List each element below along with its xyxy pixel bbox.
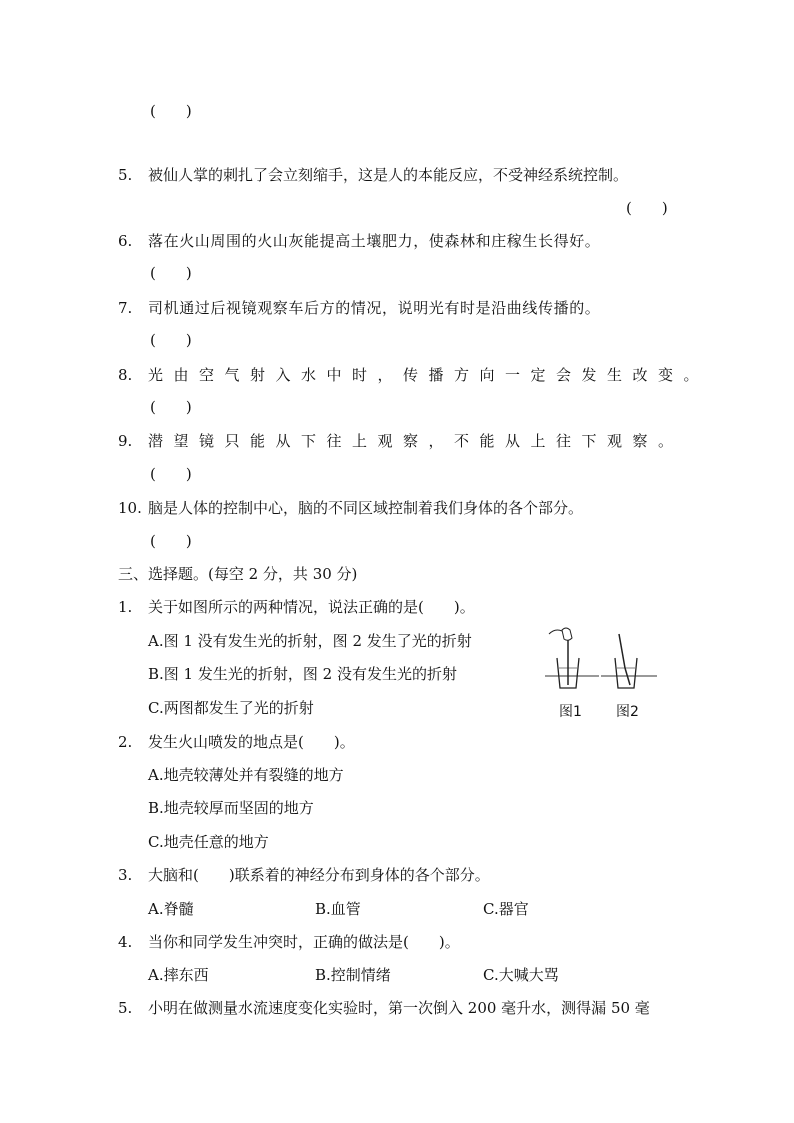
q4-option-a[interactable]: A.摔东西 bbox=[148, 966, 209, 984]
item-text: 被仙人掌的刺扎了会立刻缩手，这是人的本能反应，不受神经系统控制。 bbox=[148, 166, 629, 184]
q3-option-a[interactable]: A.脊髓 bbox=[148, 900, 194, 918]
item-number: 7. bbox=[118, 299, 133, 317]
answer-paren-10[interactable]: ( ) bbox=[150, 532, 192, 550]
figure-2-caption: 图2 bbox=[616, 704, 639, 720]
item-text: 司机通过后视镜观察车后方的情况，说明光有时是沿曲线传播的。 bbox=[148, 299, 601, 317]
item-text: 光由空气射入水中时，传播方向一定会发生改变。 bbox=[148, 366, 710, 384]
item-number: 9. bbox=[118, 432, 133, 450]
q3-option-b[interactable]: B.血管 bbox=[315, 900, 361, 918]
q4-option-b[interactable]: B.控制情绪 bbox=[315, 966, 391, 984]
q3-option-c[interactable]: C.器官 bbox=[483, 900, 529, 918]
question-text: 关于如图所示的两种情况，说法正确的是( )。 bbox=[148, 598, 475, 616]
answer-paren-9[interactable]: ( ) bbox=[150, 465, 192, 483]
q4-option-c[interactable]: C.大喊大骂 bbox=[483, 966, 559, 984]
question-text: 小明在做测量水流速度变化实验时，第一次倒入 200 毫升水，测得漏 50 毫 bbox=[148, 999, 650, 1017]
answer-paren-7[interactable]: ( ) bbox=[150, 331, 192, 349]
answer-paren-8[interactable]: ( ) bbox=[150, 398, 192, 416]
answer-paren-6[interactable]: ( ) bbox=[150, 264, 192, 282]
q2-option-b[interactable]: B.地壳较厚而坚固的地方 bbox=[148, 799, 314, 817]
item-number: 8. bbox=[118, 366, 133, 384]
question-number: 1. bbox=[118, 598, 133, 616]
figure-1-glass bbox=[545, 628, 599, 688]
figure-2-glass bbox=[601, 634, 657, 688]
question-text: 发生火山喷发的地点是( )。 bbox=[148, 733, 355, 751]
item-text: 落在火山周围的火山灰能提高土壤肥力，使森林和庄稼生长得好。 bbox=[148, 232, 601, 250]
question-number: 4. bbox=[118, 933, 133, 951]
item-text: 潜望镜只能从下往上观察，不能从上往下观察。 bbox=[148, 432, 684, 450]
q1-option-b[interactable]: B.图 1 发生光的折射，图 2 没有发生光的折射 bbox=[148, 665, 457, 683]
item-number: 5. bbox=[118, 166, 133, 184]
question-number: 2. bbox=[118, 733, 133, 751]
figure-1-caption: 图1 bbox=[559, 704, 582, 720]
q2-option-a[interactable]: A.地壳较薄处并有裂缝的地方 bbox=[148, 766, 344, 784]
section-3-title: 三、选择题。(每空 2 分，共 30 分) bbox=[118, 565, 358, 583]
question-text: 大脑和( )联系着的神经分布到身体的各个部分。 bbox=[148, 866, 490, 884]
item-text: 脑是人体的控制中心，脑的不同区域控制着我们身体的各个部分。 bbox=[148, 499, 584, 517]
answer-paren-4[interactable]: ( ) bbox=[150, 102, 192, 120]
q1-option-c[interactable]: C.两图都发生了光的折射 bbox=[148, 699, 314, 717]
question-number: 3. bbox=[118, 866, 133, 884]
question-text: 当你和同学发生冲突时，正确的做法是( )。 bbox=[148, 933, 460, 951]
item-number: 10. bbox=[118, 499, 142, 517]
question-number: 5. bbox=[118, 999, 133, 1017]
q1-option-a[interactable]: A.图 1 没有发生光的折射，图 2 发生了光的折射 bbox=[148, 632, 472, 650]
item-number: 6. bbox=[118, 232, 133, 250]
q2-option-c[interactable]: C.地壳任意的地方 bbox=[148, 833, 269, 851]
glasses-illustration bbox=[535, 622, 685, 722]
refraction-figure bbox=[535, 622, 685, 722]
answer-paren-5[interactable]: ( ) bbox=[626, 199, 668, 217]
